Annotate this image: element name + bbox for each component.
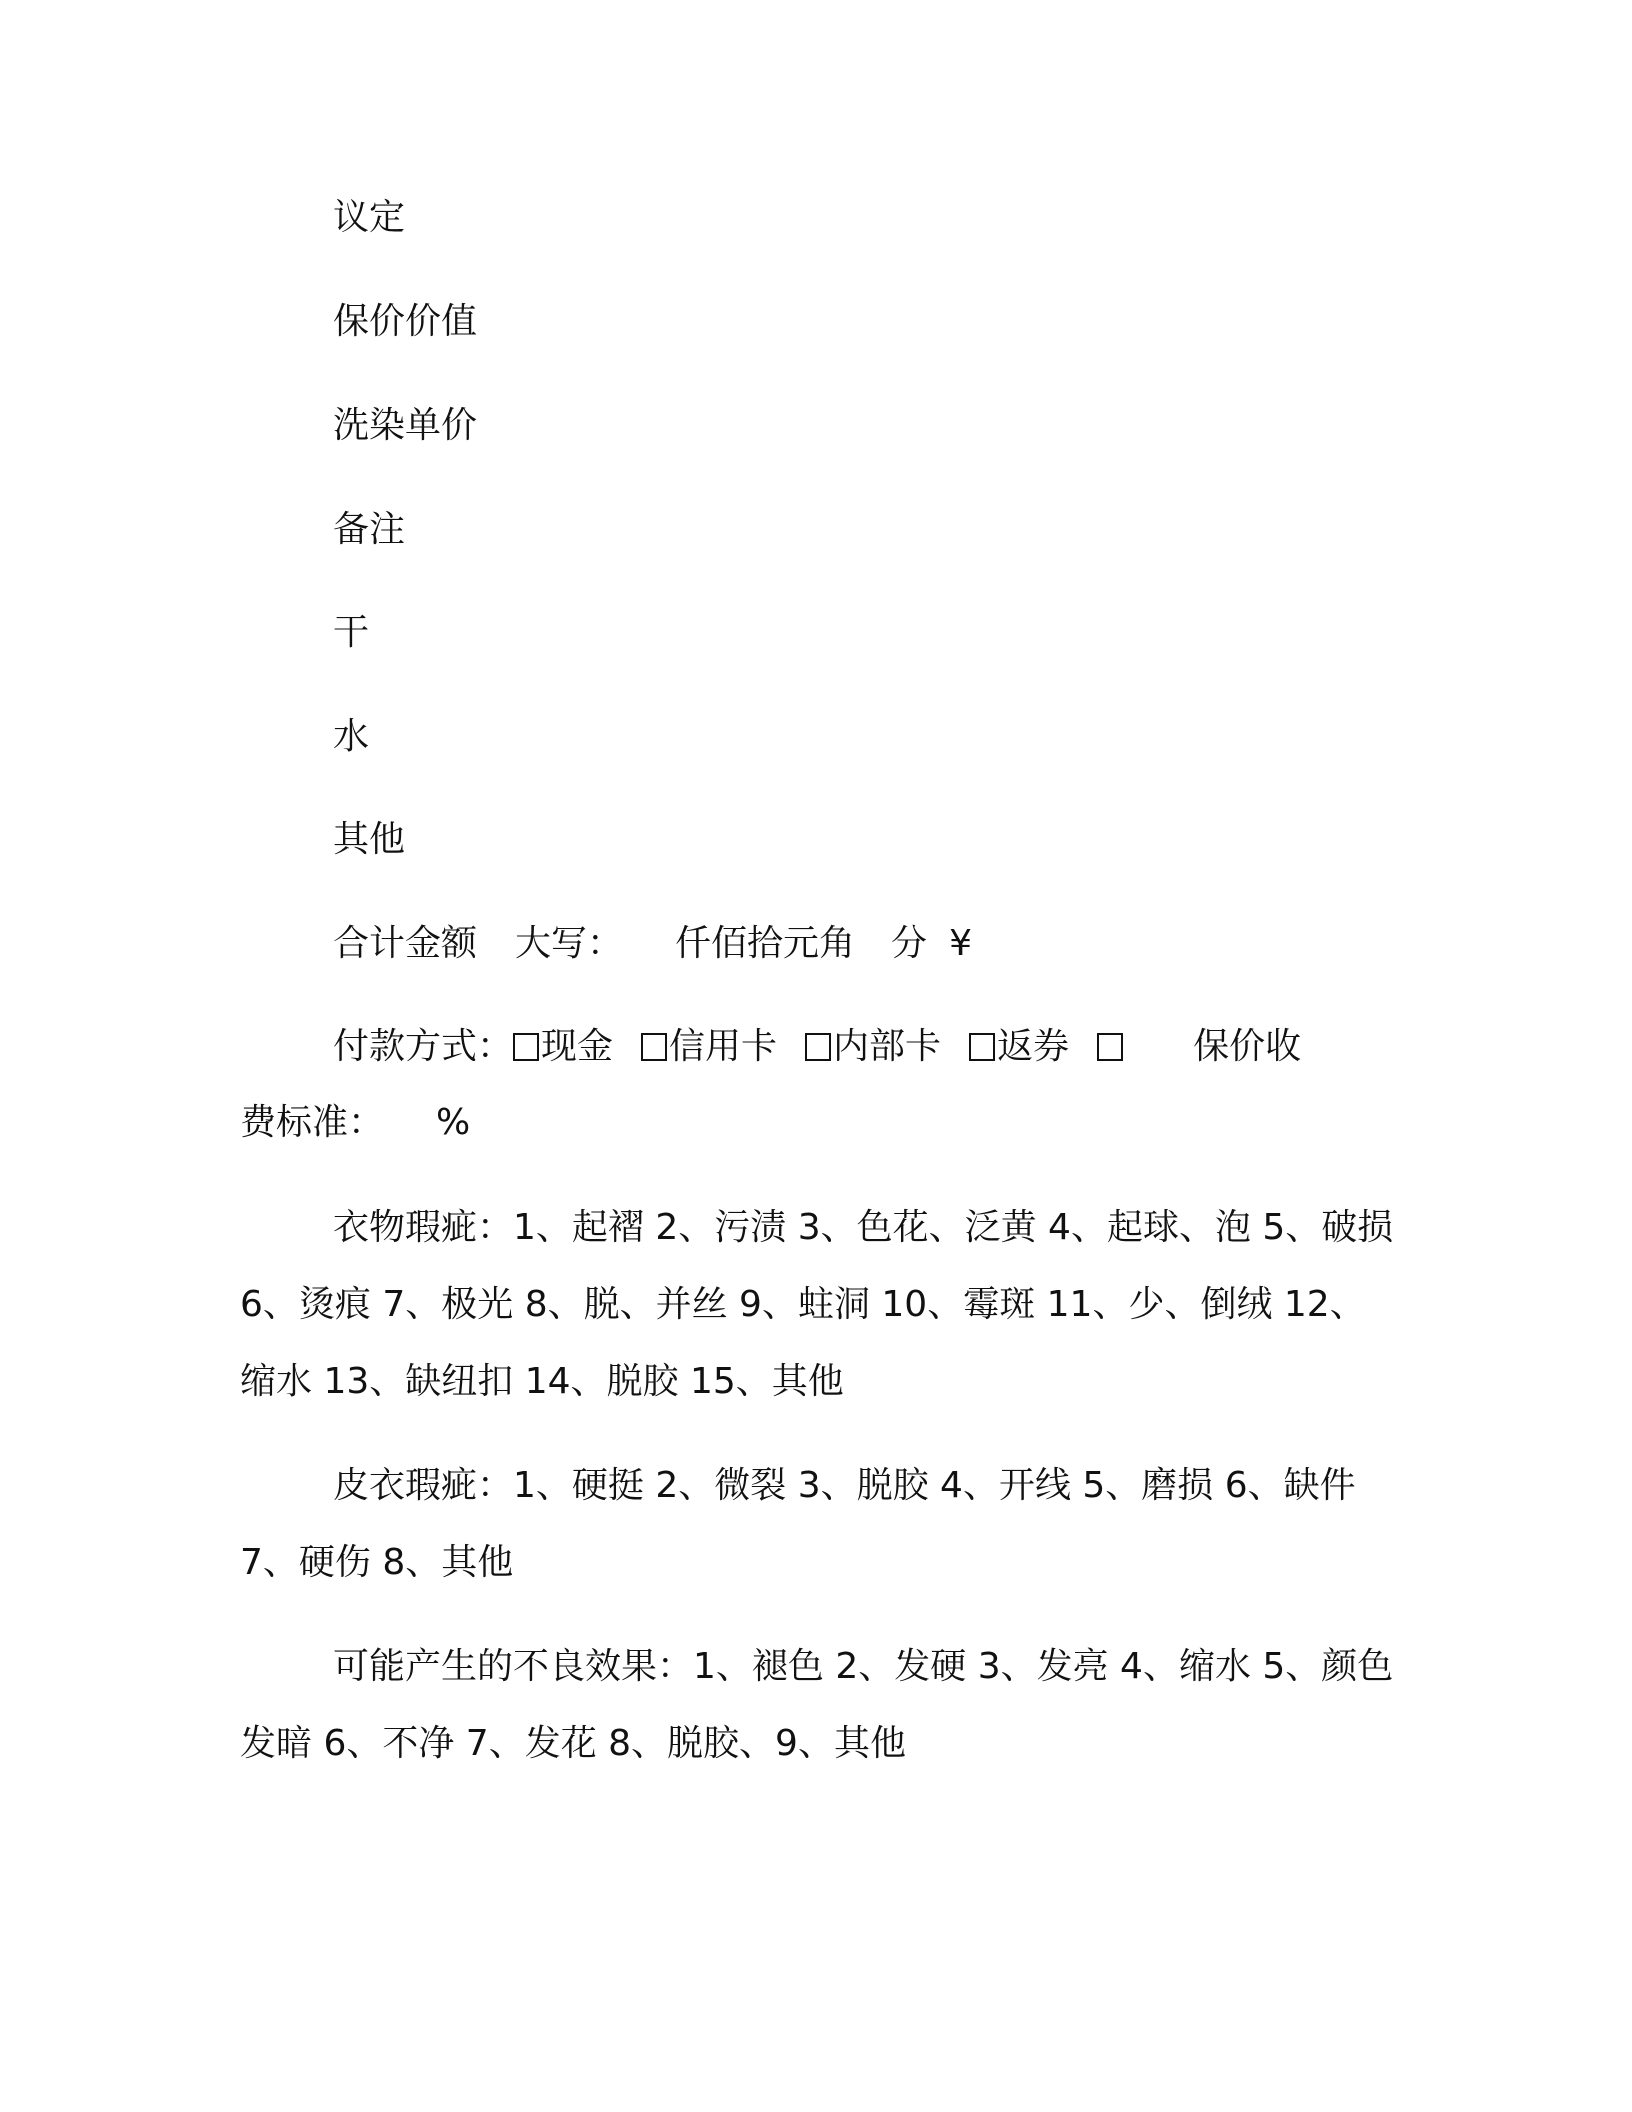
payment-option-cash-label: 现金 xyxy=(541,1026,614,1067)
field-cleaning-unit-price: 洗染单价 xyxy=(333,405,478,446)
payment-option-credit-card-label: 信用卡 xyxy=(669,1026,778,1067)
payment-option-internal-card[interactable] xyxy=(805,1025,941,1069)
adverse-effects-paragraph: 可能产生的不良效果：1、褪色 2、发硬 3、发亮 4、缩水 5、颜色发暗 6、不净 7、发花 8、脱胶、9、其他 xyxy=(240,1646,1394,1764)
percent-symbol: % xyxy=(436,1102,471,1143)
field-other: 其他 xyxy=(333,819,406,860)
field-agreed: 议定 xyxy=(333,197,406,238)
capital-units: 仟佰拾元角 xyxy=(675,923,856,964)
capital-label: 大写： xyxy=(515,923,624,964)
field-water: 水 xyxy=(333,716,370,757)
payment-option-credit-card[interactable] xyxy=(641,1025,777,1069)
fen-label: 分 xyxy=(891,923,928,964)
total-label: 合计金额 xyxy=(333,923,478,964)
field-insured-value: 保价价值 xyxy=(333,301,478,342)
checkbox-cash[interactable] xyxy=(513,1033,539,1061)
total-amount-line xyxy=(333,922,972,966)
leather-defects-paragraph: 皮衣瑕疵：1、硬挺 2、微裂 3、脱胶 4、开线 5、磨损 6、缺件 7、硬伤 8、其他 xyxy=(240,1465,1356,1583)
insured-fee-standard-line xyxy=(240,1101,470,1145)
payment-label: 付款方式： xyxy=(333,1026,514,1067)
payment-option-voucher[interactable] xyxy=(969,1025,1069,1069)
insured-fee-label-b: 费标准： xyxy=(240,1102,385,1143)
field-remarks: 备注 xyxy=(333,509,406,550)
field-dry: 干 xyxy=(333,612,370,653)
payment-option-internal-card-label: 内部卡 xyxy=(833,1026,942,1067)
payment-option-cash[interactable] xyxy=(513,1025,613,1069)
garment-defects-paragraph: 衣物瑕疵：1、起褶 2、污渍 3、色花、泛黄 4、起球、泡 5、破损 6、烫痕 7、极光 8、脱、并丝 9、蛀洞 10、霉斑 11、少、倒绒 12、缩水 13、缺纽扣 14、脱胶 15、其他 xyxy=(240,1207,1394,1402)
checkbox-blank[interactable] xyxy=(1097,1033,1123,1061)
payment-option-voucher-label: 返券 xyxy=(997,1026,1070,1067)
yen-symbol: ¥ xyxy=(949,923,972,964)
insured-fee-label-a: 保价收 xyxy=(1193,1026,1302,1067)
payment-option-blank[interactable] xyxy=(1097,1025,1125,1069)
checkbox-voucher[interactable] xyxy=(969,1033,995,1061)
payment-line xyxy=(333,1025,1301,1069)
checkbox-credit-card[interactable] xyxy=(641,1033,667,1061)
checkbox-internal-card[interactable] xyxy=(805,1033,831,1061)
